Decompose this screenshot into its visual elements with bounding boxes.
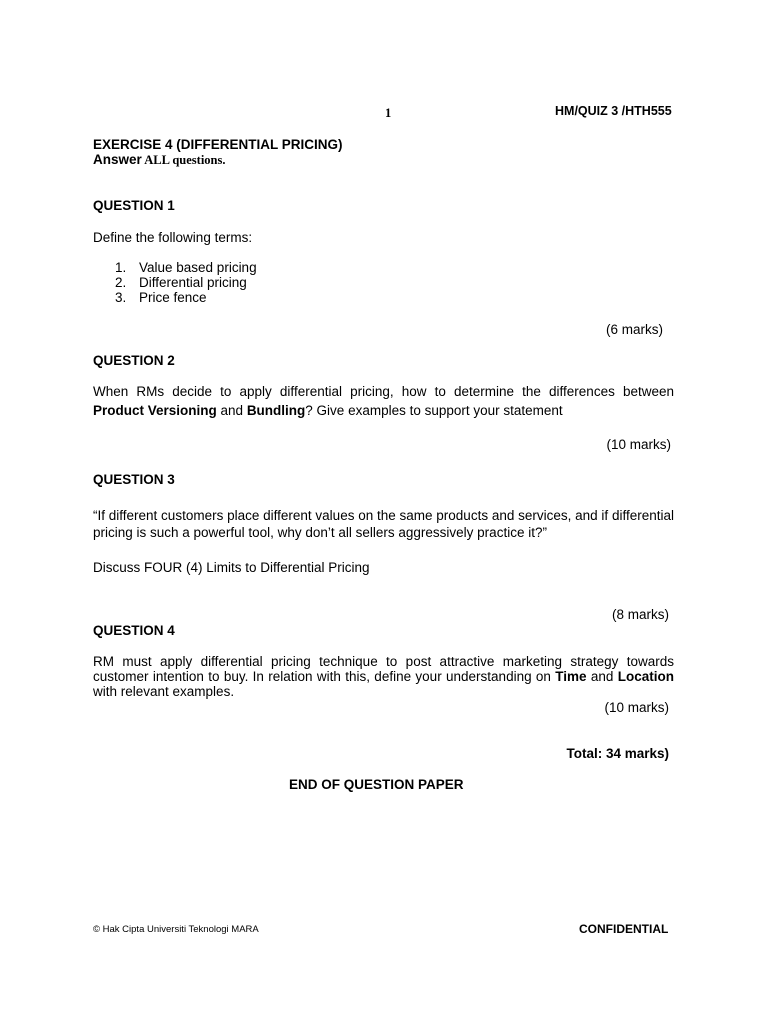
instruction [93,152,226,168]
question-2-text: When RMs decide to apply differential pricing, how to determine the differences between Product Versioning and Bundling? Give examples to support your statement [93,384,674,418]
question-1-marks: (6 marks) [606,322,663,337]
question-3-task: Discuss FOUR (4) Limits to Differential Pricing [93,560,370,575]
exercise-title: EXERCISE 4 (DIFFERENTIAL PRICING) [93,137,343,152]
question-2-marks: (10 marks) [606,437,671,452]
question-1-terms-list [115,260,257,305]
list-item: 1. Value based pricing [115,260,257,275]
question-3-marks: (8 marks) [612,607,669,622]
footer-confidential: CONFIDENTIAL [579,922,669,936]
instruction-answer: Answer [93,152,142,167]
question-1-heading: QUESTION 1 [93,198,175,213]
question-4-heading: QUESTION 4 [93,623,175,638]
list-item: 3. Price fence [115,290,207,305]
list-item: 2. Differential pricing [115,275,247,290]
document-code: HM/QUIZ 3 /HTH555 [555,104,672,118]
instruction-rest: ALL questions. [141,153,226,167]
question-4-marks: (10 marks) [604,700,669,715]
question-2-heading: QUESTION 2 [93,353,175,368]
total-marks: Total: 34 marks) [566,746,669,761]
question-1-intro: Define the following terms: [93,230,253,245]
page-number: 1 [385,106,392,120]
question-3-heading: QUESTION 3 [93,472,175,487]
question-4-text: RM must apply differential pricing technique to post attractive marketing strategy towards customer intention to buy. In relation with this, define your understanding on Time and Location with relevant examples. [93,654,674,699]
question-3-quote: “If different customers place different values on the same products and services, and if differential pricing is such a powerful tool, why don’t all sellers aggressively practice it?” [93,508,674,540]
footer-copyright: © Hak Cipta Universiti Teknologi MARA [93,924,259,935]
end-of-paper: END OF QUESTION PAPER [289,777,464,792]
